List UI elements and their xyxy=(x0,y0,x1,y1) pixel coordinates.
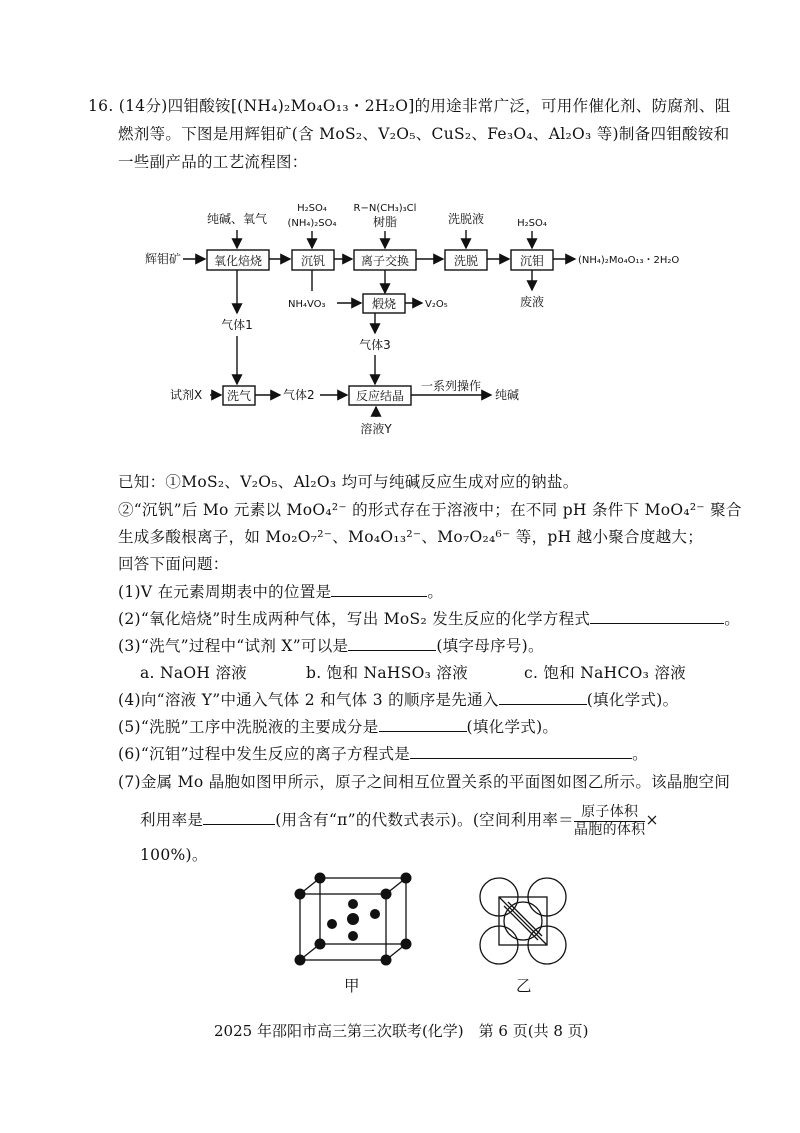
question-3-text: (3)“洗气”过程中“试剂 X”可以是 xyxy=(118,637,349,655)
times-sign: × xyxy=(645,811,659,829)
input-roast: 纯碱、氧气 xyxy=(206,212,268,226)
space-utilization-fraction xyxy=(574,804,646,839)
input-ionex-1: R−N(CH₃)₃Cl xyxy=(353,203,417,214)
intro-line-3: 一些副产品的工艺流程图： xyxy=(118,153,308,171)
question-1 xyxy=(118,582,443,602)
question-6-end: 。 xyxy=(632,745,648,763)
input-vprecip-2: (NH₄)₂SO₄ xyxy=(287,218,337,229)
input-vprecip-1: H₂SO₄ xyxy=(297,203,327,214)
figure-jia-label: 甲 xyxy=(344,977,360,995)
label-elute: 洗脱 xyxy=(453,254,479,268)
label-series-ops: 一系列操作 xyxy=(420,379,482,393)
question-2-text: (2)“氧化焙烧”时生成两种气体，写出 MoS₂ 发生反应的化学方程式 xyxy=(118,610,591,628)
answer-blank-2[interactable] xyxy=(590,609,724,624)
question-7-text: 利用率是 xyxy=(140,811,204,829)
question-2 xyxy=(118,609,740,629)
answer-prompt: 回答下面问题： xyxy=(118,555,229,573)
figure-jia-bcc-cell xyxy=(290,872,430,968)
output-gas3: 气体3 xyxy=(359,338,391,352)
question-5-end: (填化学式)。 xyxy=(466,718,559,736)
question-6-text: (6)“沉钼”过程中发生反应的离子方程式是 xyxy=(118,745,411,763)
output-v2o5: V₂O₅ xyxy=(425,299,448,310)
output-gas1: 气体1 xyxy=(221,318,253,332)
label-wash-gas: 洗气 xyxy=(226,389,252,403)
output-soda: 纯碱 xyxy=(495,388,520,402)
intro-line-1: 四钼酸铵[(NH₄)₂Mo₄O₁₃・2H₂O]的用途非常广泛，可用作催化剂、防腐剂、阻 xyxy=(167,97,731,115)
question-header xyxy=(88,96,731,116)
process-flowchart xyxy=(0,195,800,445)
answer-blank-3[interactable] xyxy=(348,636,436,651)
question-2-end: 。 xyxy=(724,610,741,628)
label-roast: 氧化焙烧 xyxy=(213,254,263,268)
question-3-end: (填字母序号)。 xyxy=(436,637,544,655)
known-2-line-1: ②“沉钒”后 Mo 元素以 MoO₄²⁻ 的形式存在于溶液中；在不同 pH 条件下 MoO₄²⁻ 聚合 xyxy=(118,501,742,519)
question-3 xyxy=(118,636,544,656)
question-7-line-1: (7)金属 Mo 晶胞如图甲所示，原子之间相互位置关系的平面图如图乙所示。该晶胞空间 xyxy=(118,773,731,791)
label-vprecip: 沉钒 xyxy=(300,254,326,268)
question-5 xyxy=(118,717,558,737)
question-4-end: (填化学式)。 xyxy=(586,691,679,709)
intro-line-2: 燃剂等。下图是用辉钼矿(含 MoS₂、V₂O₅、CuS₂、Fe₃O₄、Al₂O₃ 等)制备四钼酸铵和 xyxy=(118,125,730,143)
input-wash-gas: 试剂X xyxy=(170,388,203,402)
question-3-option-b: b. 饱和 NaHSO₃ 溶液 xyxy=(306,664,468,682)
question-3-option-c: c. 饱和 NaHCO₃ 溶液 xyxy=(524,664,686,682)
answer-blank-6[interactable] xyxy=(410,744,632,759)
known-1: 已知：①MoS₂、V₂O₅、Al₂O₃ 均可与纯碱反应生成对应的钠盐。 xyxy=(118,473,579,491)
question-6 xyxy=(118,744,648,764)
input-solution-y: 溶液Y xyxy=(360,422,392,436)
input-elute: 洗脱液 xyxy=(447,212,485,226)
figure-yi-label: 乙 xyxy=(516,977,532,995)
question-4-text: (4)向“溶液 Y”中通入气体 2 和气体 3 的顺序是先通入 xyxy=(118,691,499,709)
question-score: (14分) xyxy=(118,97,168,115)
question-3-option-a: a. NaOH 溶液 xyxy=(140,664,248,682)
answer-blank-5[interactable] xyxy=(379,717,467,732)
known-2-line-2: 生成多酸根离子，如 Mo₂O₇²⁻、Mo₄O₁₃²⁻、Mo₇O₂₄⁶⁻ 等，pH 越小聚合度越大； xyxy=(118,528,704,546)
answer-blank-1[interactable] xyxy=(331,582,427,597)
label-moprecip: 沉钼 xyxy=(519,254,545,268)
figure-yi-planar xyxy=(474,872,574,972)
question-7-line-2 xyxy=(140,803,659,839)
output-gas2: 气体2 xyxy=(283,388,315,402)
question-1-text: (1)V 在元素周期表中的位置是 xyxy=(118,583,332,601)
question-5-text: (5)“洗脱”工序中洗脱液的主要成分是 xyxy=(118,718,379,736)
question-4 xyxy=(118,690,678,710)
page-footer: 2025 年邵阳市高三第三次联考(化学) 第 6 页(共 8 页) xyxy=(214,1022,589,1040)
question-number: 16. xyxy=(88,97,114,115)
label-reaction-cryst: 反应结晶 xyxy=(355,389,405,403)
fraction-denominator: 晶胞的体积 xyxy=(573,821,646,838)
input-moprecip: H₂SO₄ xyxy=(517,218,547,229)
label-calcine: 煅烧 xyxy=(371,297,397,311)
answer-blank-7[interactable] xyxy=(203,810,275,825)
output-waste: 废液 xyxy=(519,295,545,309)
input-ionex-2: 树脂 xyxy=(372,215,398,229)
label-ionex: 离子交换 xyxy=(360,254,410,268)
raw-material: 辉钼矿 xyxy=(145,252,182,266)
answer-blank-4[interactable] xyxy=(499,690,587,705)
output-nh4vo3: NH₄VO₃ xyxy=(288,299,326,310)
question-1-end: 。 xyxy=(427,583,444,601)
fraction-numerator: 原子体积 xyxy=(574,804,646,822)
output-product: (NH₄)₂Mo₄O₁₃・2H₂O xyxy=(578,255,680,266)
question-7-end: 100%)。 xyxy=(140,846,208,864)
question-7-note: (用含有“π”的代数式表示)。(空间利用率＝ xyxy=(275,811,574,829)
